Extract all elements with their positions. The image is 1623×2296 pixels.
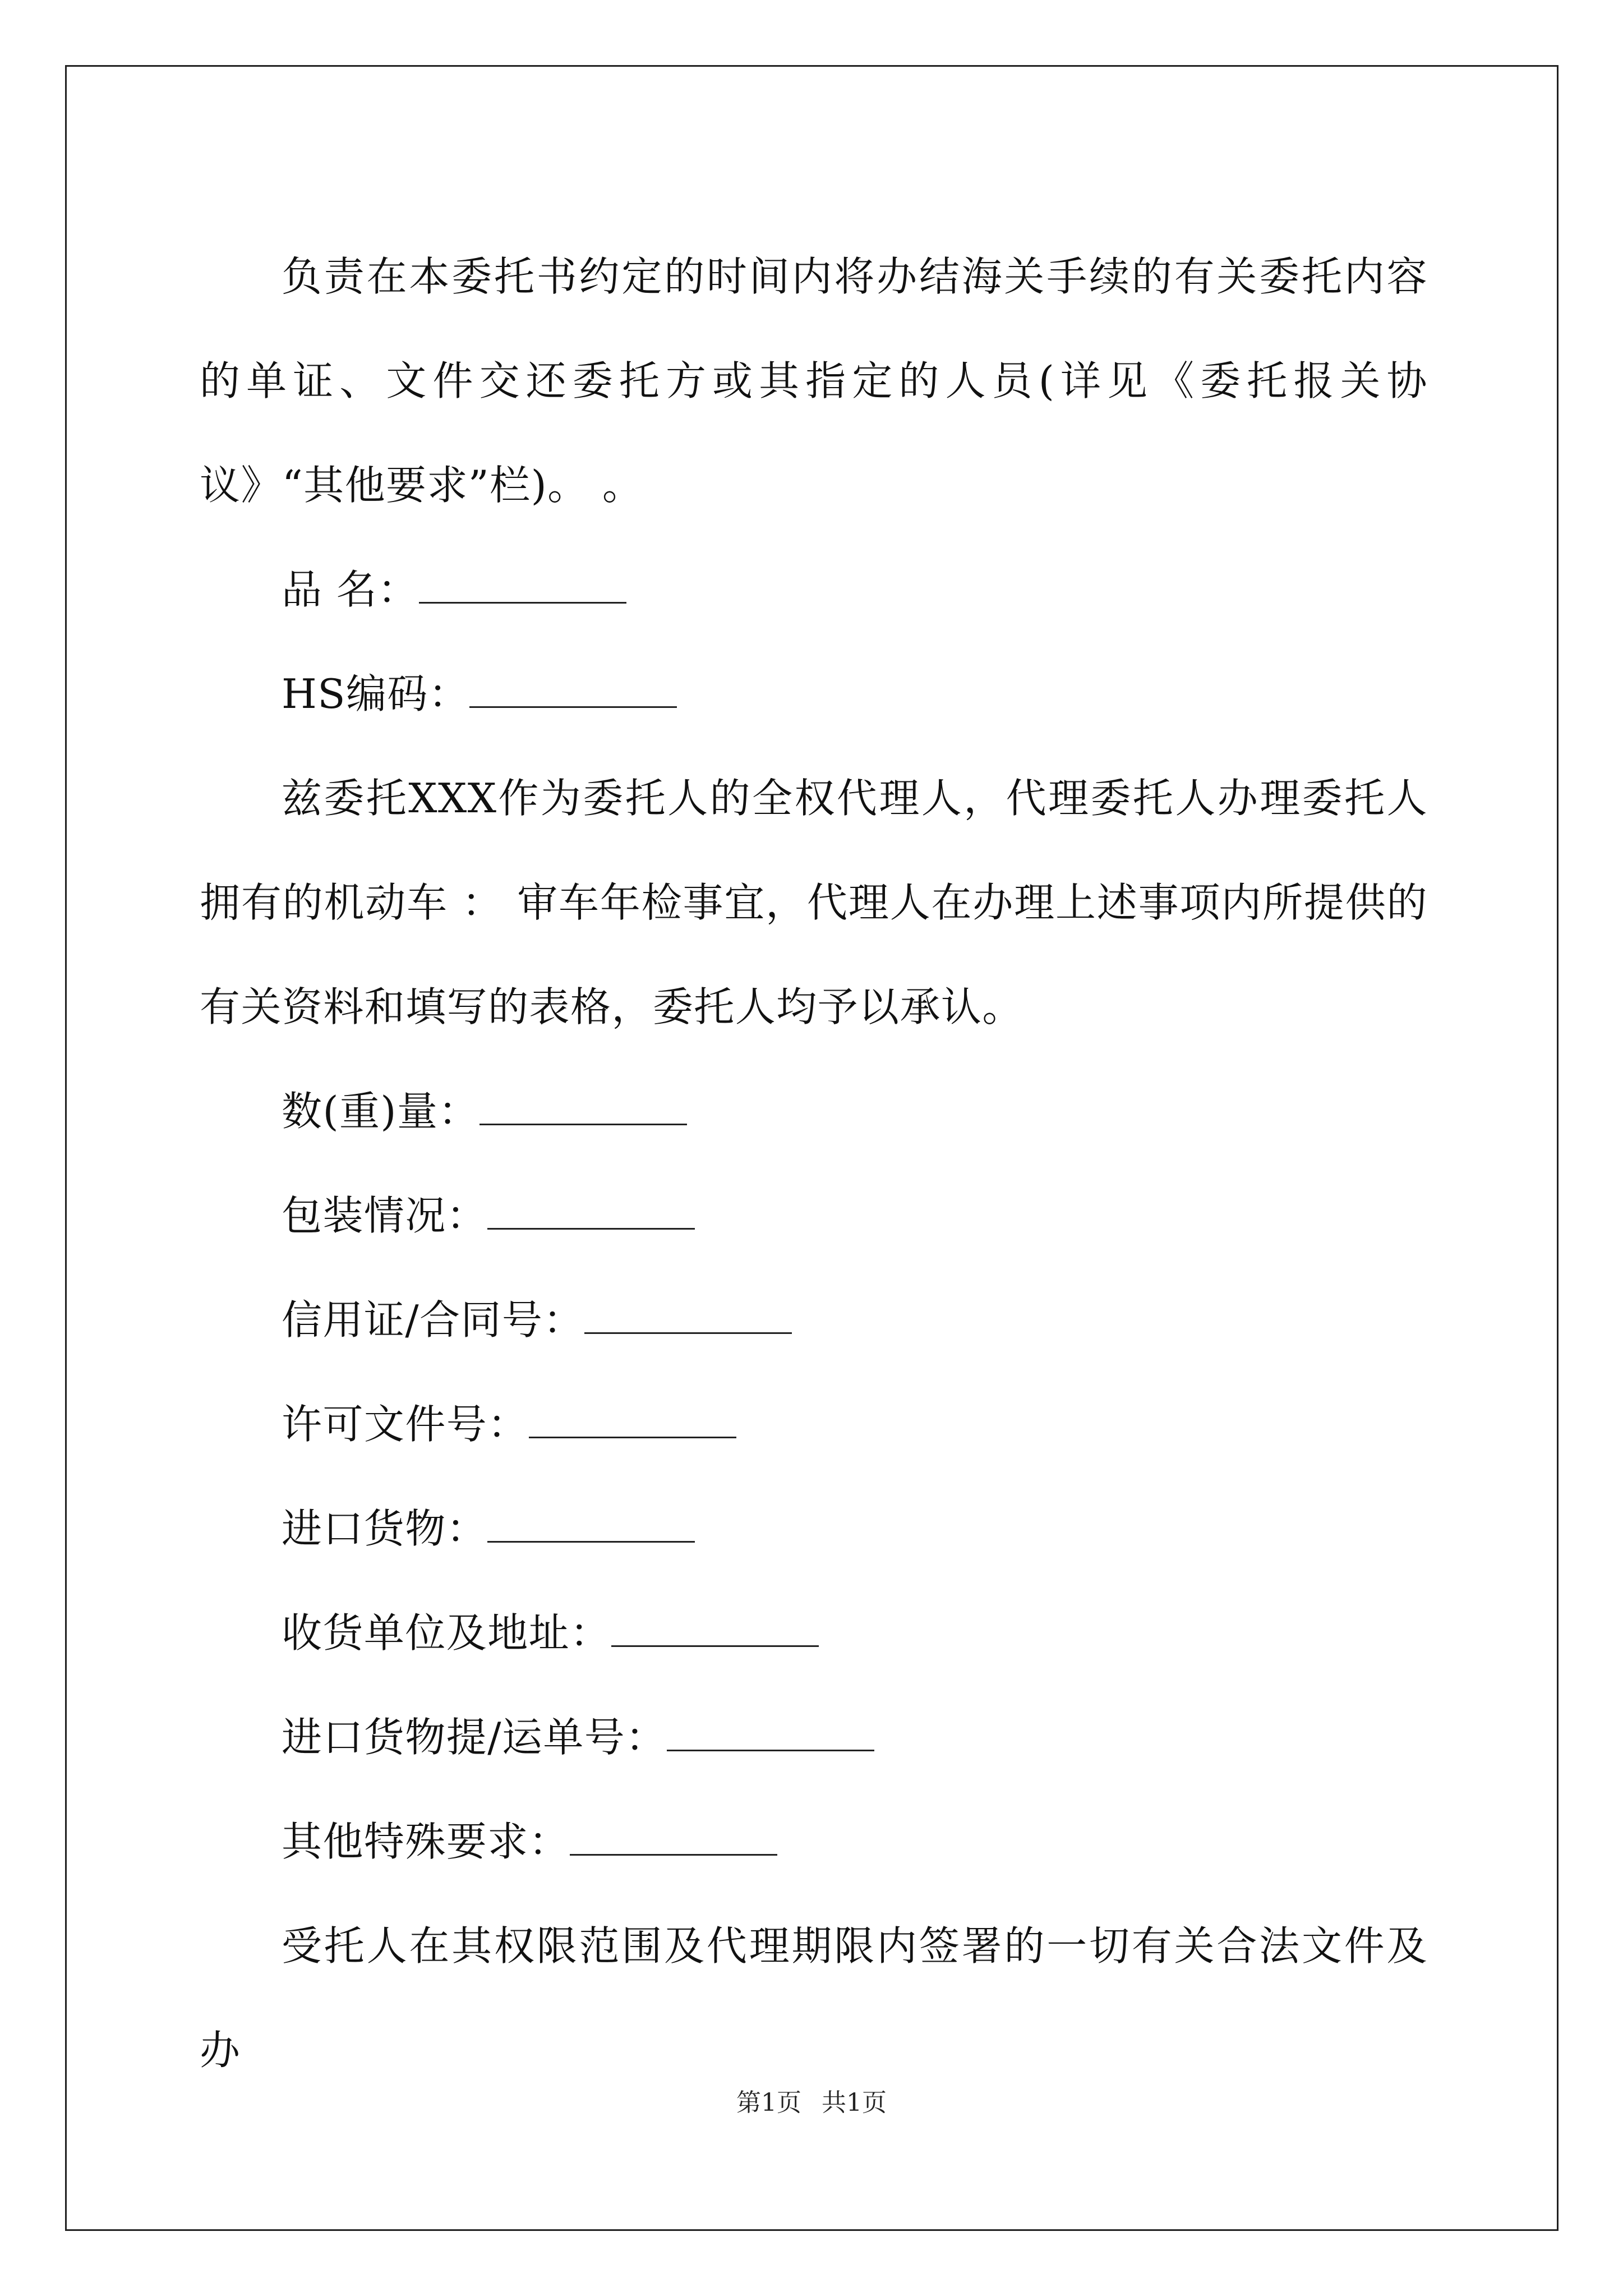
field-label: 包装情况： <box>282 1192 488 1239</box>
field-license <box>200 1372 1428 1476</box>
paragraph-authorization: 兹委托XXX作为委托人的全权代理人，代理委托人办理委托人拥有的机动车 ： 审车年检事宜，代理人在办理上述事项内所提供的有关资料和填写的表格，委托人均予以承认。 <box>200 775 1428 1030</box>
blank-line <box>479 1090 687 1125</box>
field-label: 其他特殊要求： <box>282 1818 570 1865</box>
field-label: 收货单位及地址： <box>282 1609 611 1657</box>
blank-line <box>487 1507 695 1543</box>
field-product-name <box>200 537 1428 642</box>
field-label: HS编码： <box>282 670 470 717</box>
blank-line <box>419 568 626 604</box>
paragraph-agent-documents: 受托人在其权限范围及代理期限内签署的一切有关合法文件及办 <box>200 1922 1428 2074</box>
field-quantity <box>200 1059 1428 1163</box>
blank-line <box>570 1820 777 1856</box>
field-other-requirements <box>200 1789 1428 1894</box>
field-import-goods <box>200 1476 1428 1581</box>
blank-line <box>584 1299 792 1334</box>
blank-line <box>667 1716 874 1751</box>
field-label: 信用证/合同号： <box>282 1296 584 1343</box>
page-footer: 第1页 共1页 <box>736 2088 887 2117</box>
field-label: 进口货物： <box>282 1505 488 1552</box>
field-label: 数(重)量： <box>282 1088 479 1135</box>
blank-line <box>529 1403 736 1438</box>
paragraph-return-documents: 负责在本委托书约定的时间内将办结海关手续的有关委托内容的单证、文件交还委托方或其指定的人员(详见《委托报关协议》“其他要求”栏)。 。 <box>200 253 1428 509</box>
field-bill-of-lading <box>200 1685 1428 1789</box>
blank-line <box>487 1194 695 1230</box>
field-lc-contract <box>200 1268 1428 1372</box>
field-label: 进口货物提/运单号： <box>282 1714 667 1761</box>
blank-line <box>469 673 677 708</box>
field-hs-code <box>200 642 1428 746</box>
field-label: 品 名： <box>282 566 419 613</box>
document-body <box>200 224 1428 2102</box>
field-consignee <box>200 1581 1428 1685</box>
blank-line <box>611 1612 819 1647</box>
field-label: 许可文件号： <box>282 1401 529 1448</box>
field-packaging <box>200 1163 1428 1268</box>
